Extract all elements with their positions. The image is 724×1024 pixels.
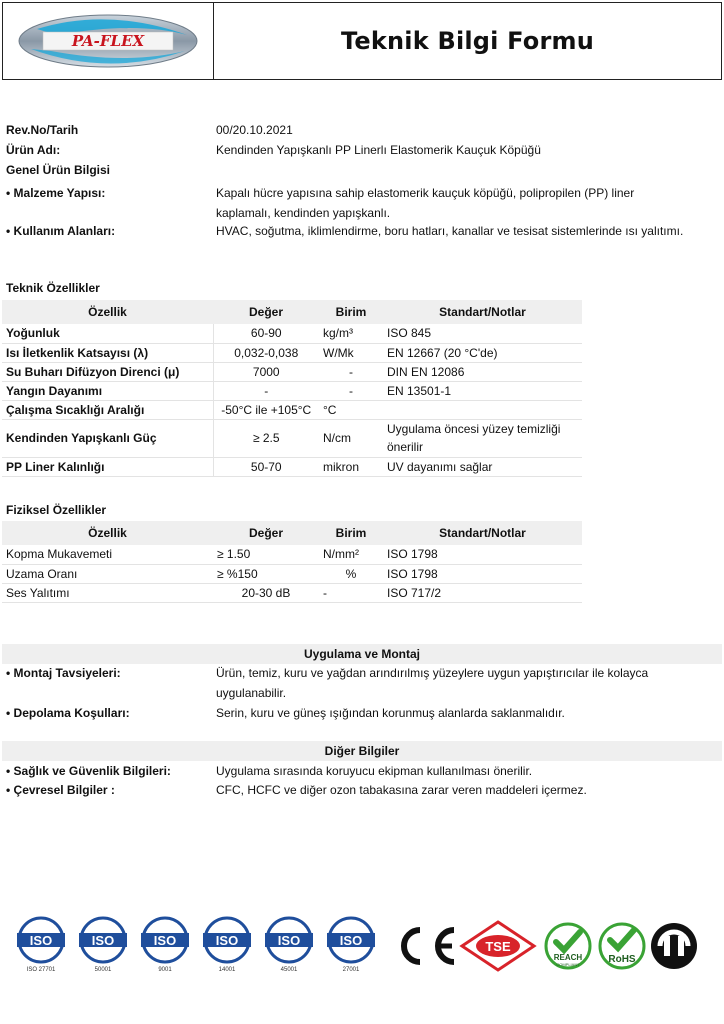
col-header: Değer [213, 521, 319, 545]
table-cell: °C [319, 400, 383, 419]
tse-text: TSE [485, 939, 511, 954]
table-cell: - [213, 381, 319, 400]
table-cell: Yoğunluk [2, 324, 213, 343]
table-cell: ISO 1798 [383, 545, 582, 564]
iso-badge [327, 918, 375, 973]
col-header: Değer [213, 300, 319, 324]
table-cell: W/Mk [319, 343, 383, 362]
table-cell: Isı İletkenlik Katsayısı (λ) [2, 343, 213, 362]
table-cell: EN 12667 (20 °C'de) [383, 343, 582, 362]
application-value: Ürün, temiz, kuru ve yağdan arındırılmış yüzeylere uygun yapıştırıcılar ile kolayca uygulanabilir. [216, 666, 649, 700]
table-cell: - [319, 583, 383, 602]
iso-badge [203, 918, 251, 973]
meta-key: Genel Ürün Bilgisi [6, 163, 111, 177]
table-cell: 60-90 [213, 324, 319, 343]
pct-mark [650, 921, 697, 969]
logo-cell [3, 3, 214, 79]
technical-section-title: Teknik Özellikler [6, 281, 100, 295]
tse-mark [462, 922, 534, 970]
table-row [2, 564, 582, 583]
table-cell: ≥ 2.5 [213, 419, 319, 457]
table-row [2, 343, 582, 362]
page-title: Teknik Bilgi Formu [341, 27, 594, 55]
table-cell: Uygulama öncesi yüzey temizliği önerilir [383, 419, 582, 457]
table-cell: Çalışma Sıcaklığı Aralığı [2, 400, 213, 419]
general-value: Kapalı hücre yapısına sahip elastomerik kauçuk köpüğü, polipropilen (PP) liner kaplamalı, kendinden yapışkanlı. [216, 186, 635, 220]
iso-label: ISO [277, 933, 301, 948]
col-header: Özellik [2, 300, 213, 324]
iso-label: ISO [153, 933, 177, 948]
col-header: Özellik [2, 521, 213, 545]
table-cell: 7000 [213, 362, 319, 381]
other-key: • Çevresel Bilgiler : [6, 783, 115, 797]
iso-label: ISO [215, 933, 239, 948]
table-cell [383, 400, 582, 419]
table-cell: Su Buharı Difüzyon Direnci (μ) [2, 362, 213, 381]
table-cell: - [319, 381, 383, 400]
iso-code: ISO 27701 [26, 967, 56, 973]
other-value: Uygulama sırasında koruyucu ekipman kullanılması önerilir. [216, 764, 533, 778]
meta-value: Kendinden Yapışkanlı PP Linerlı Elastomerik Kauçuk Köpüğü [216, 143, 541, 157]
table-cell: UV dayanımı sağlar [383, 457, 582, 476]
pa-flex-logo [17, 13, 199, 69]
physical-table [2, 521, 582, 603]
logo-text: PA-FLEX [71, 32, 145, 50]
technical-table [2, 300, 582, 477]
meta-value: 00/20.10.2021 [216, 123, 293, 137]
ce-text: CE [392, 916, 394, 917]
table-cell: 20-30 dB [213, 583, 319, 602]
physical-section-title: Fiziksel Özellikler [6, 503, 107, 517]
application-value: Serin, kuru ve güneş ışığından korunmuş alanlarda saklanmalıdır. [216, 706, 565, 720]
iso-badge [265, 918, 313, 973]
iso-badge [141, 918, 189, 973]
iso-label: ISO [91, 933, 115, 948]
other-value: CFC, HCFC ve diğer ozon tabakasına zarar veren maddeleri içermez. [216, 783, 587, 797]
table-row [2, 324, 582, 343]
table-cell: - [319, 362, 383, 381]
application-key: • Montaj Tavsiyeleri: [6, 666, 121, 680]
rohs-text: RoHS [608, 954, 636, 965]
other-key: • Sağlık ve Güvenlik Bilgileri: [6, 764, 171, 778]
table-row [2, 400, 582, 419]
table-cell: kg/m³ [319, 324, 383, 343]
certifications-strip [14, 916, 704, 976]
col-header: Standart/Notlar [383, 300, 582, 324]
general-key: • Malzeme Yapısı: [6, 186, 106, 200]
table-cell: % [319, 564, 383, 583]
table-cell: N/cm [319, 419, 383, 457]
meta-key: Ürün Adı: [6, 143, 61, 157]
table-cell: ISO 717/2 [383, 583, 582, 602]
table-header-row [2, 300, 582, 324]
iso-code: 27001 [342, 967, 360, 973]
application-band: Uygulama ve Montaj [2, 644, 722, 664]
iso-badge [79, 918, 127, 973]
general-key: • Kullanım Alanları: [6, 224, 116, 238]
reach-text: REACH [553, 953, 583, 962]
iso-code: 9001 [158, 967, 172, 973]
iso-label: ISO [339, 933, 363, 948]
table-cell: Kendinden Yapışkanlı Güç [2, 419, 213, 457]
table-cell: N/mm² [319, 545, 383, 564]
table-cell: mikron [319, 457, 383, 476]
table-cell: 50-70 [213, 457, 319, 476]
table-cell: Uzama Oranı [2, 564, 213, 583]
col-header: Birim [319, 300, 383, 324]
table-row [2, 545, 582, 564]
application-key: • Depolama Koşulları: [6, 706, 130, 720]
iso-code: 50001 [94, 967, 112, 973]
iso-label: ISO [29, 933, 53, 948]
other-band: Diğer Bilgiler [2, 741, 722, 761]
table-cell: Kopma Mukavemeti [2, 545, 213, 564]
table-cell: PP Liner Kalınlığı [2, 457, 213, 476]
iso-code: 45001 [280, 967, 298, 973]
title-cell [214, 3, 721, 79]
form-header [2, 2, 722, 80]
table-cell: Yangın Dayanımı [2, 381, 213, 400]
table-cell: ISO 1798 [383, 564, 582, 583]
table-cell: Ses Yalıtımı [2, 583, 213, 602]
general-value: HVAC, soğutma, iklimlendirme, boru hatları, kanallar ve tesisat sistemlerinde ısı yalıtımı. [216, 224, 684, 238]
table-cell: DIN EN 12086 [383, 362, 582, 381]
table-cell: EN 13501-1 [383, 381, 582, 400]
table-cell: ISO 845 [383, 324, 582, 343]
iso-badge [17, 918, 65, 973]
table-cell: 0,032-0,038 [213, 343, 319, 362]
table-cell: ≥ 1.50 [213, 545, 319, 564]
table-cell: -50°C ile +105°C [213, 400, 319, 419]
iso-code: 14001 [218, 967, 236, 973]
col-header: Birim [319, 521, 383, 545]
table-row [2, 583, 582, 602]
reach-mark [546, 924, 590, 968]
reach-sub-text: COMPLIANT [556, 962, 580, 967]
pct-text: PCT [650, 922, 652, 923]
table-row [2, 381, 582, 400]
ce-mark [392, 916, 454, 962]
table-header-row [2, 521, 582, 545]
rohs-mark [600, 924, 644, 968]
table-cell: ≥ %150 [213, 564, 319, 583]
meta-key: Rev.No/Tarih [6, 123, 79, 137]
table-row [2, 457, 582, 476]
table-row [2, 419, 582, 457]
col-header: Standart/Notlar [383, 521, 582, 545]
table-row [2, 362, 582, 381]
